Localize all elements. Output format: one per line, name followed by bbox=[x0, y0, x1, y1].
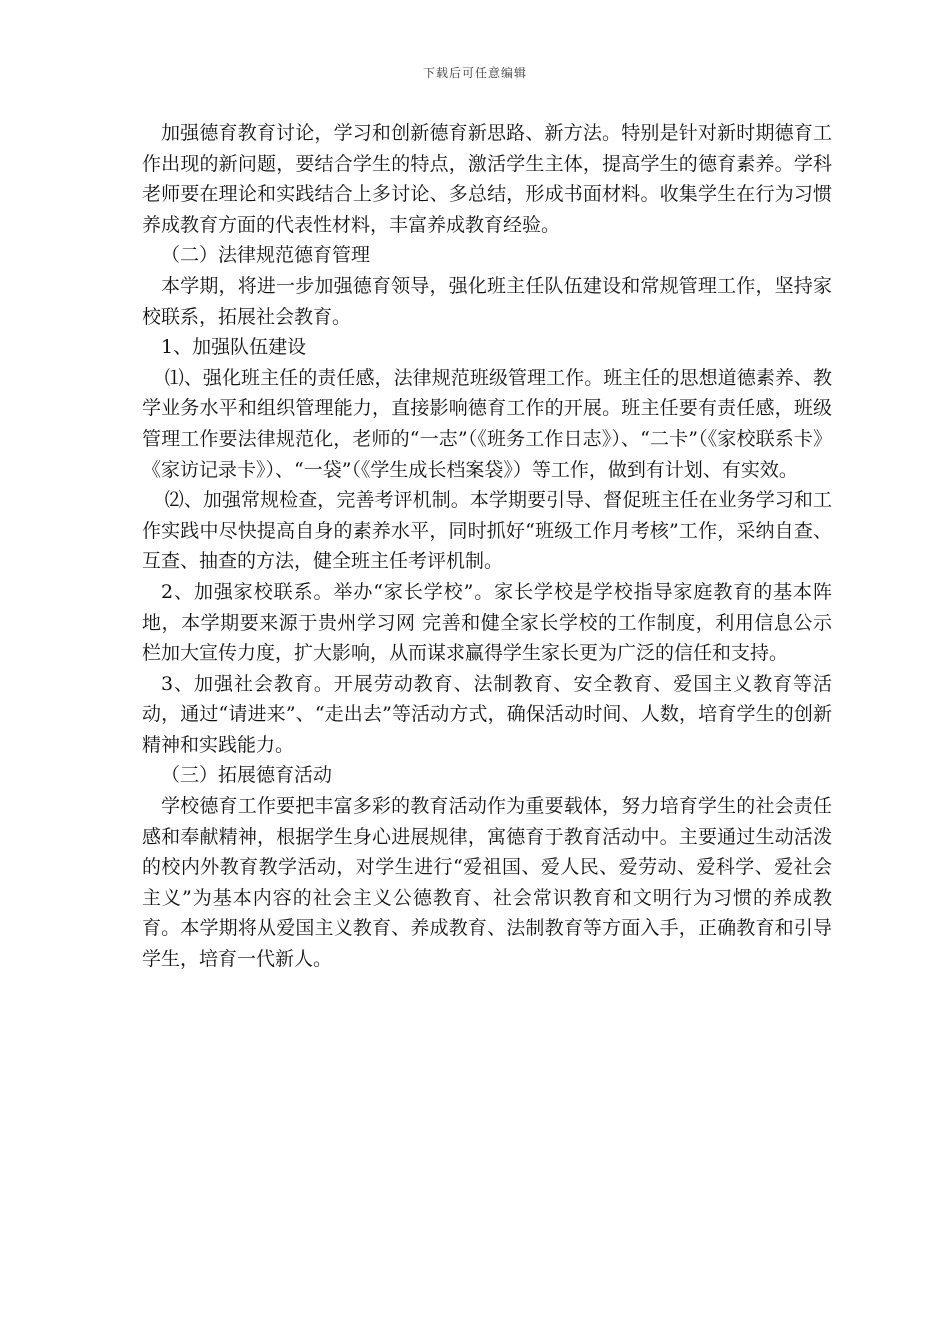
paragraph-semester-plan: 本学期，将进一步加强德育领导，强化班主任队伍建设和常规管理工作，坚持家校联系，拓展社会教育。 bbox=[142, 274, 832, 328]
paragraph-social-education: 3、加强社会教育。开展劳动教育、法制教育、安全教育、爱国主义教育等活动，通过“请进来”、“走出去”等活动方式，确保活动时间、人数，培育学生的创新精神和实践能力。 bbox=[142, 672, 832, 756]
section-heading-2: （二）法律规范德育管理 bbox=[161, 244, 371, 267]
page-header: 下载后可任意编辑 bbox=[422, 66, 527, 80]
subheading-team-building: 1、加强队伍建设 bbox=[161, 336, 307, 359]
paragraph-moral-activities: 学校德育工作要把丰富多彩的教育活动作为重要载体，努力培育学生的社会责任感和奉献精神，根据学生身心进展规律，寓德育于教育活动中。主要通过生动活泼的校内外教育教学活动，对学生进行“爱祖国、爱人民、爱劳动、爱科学、爱社会主义”为基本内容的社会主义公德教育、社会常识教育和文明行为习惯的养成教育。本学期将从爱国主义教育、养成教育、法制教育等方面入手，正确教育和引导学生，培育一代新人。 bbox=[142, 795, 832, 971]
paragraph-home-school: 2、加强家校联系。举办“家长学校”。家长学校是学校指导家庭教育的基本阵地，本学期要来源于贵州学习网 完善和健全家长学校的工作制度，利用信息公示栏加大宣传力度，扩大影响，从而谋求赢得学生家长更为广泛的信任和支持。 bbox=[142, 580, 832, 665]
paragraph-routine-inspection: ⑵、加强常规检查，完善考评机制。本学期要引导、督促班主任在业务学习和工作实践中尽快提高自身的素养水平，同时抓好“班级工作月考核”工作，采纳自查、互查、抽查的方法，健全班主任考评机制。 bbox=[142, 489, 832, 573]
paragraph-moral-research: 加强德育教育讨论，学习和创新德育新思路、新方法。特别是针对新时期德育工作出现的新问题，要结合学生的特点，激活学生主体，提高学生的德育素养。学科老师要在理论和实践结合上多讨论、多总结，形成书面材料。收集学生在行为习惯养成教育方面的代表性材料，丰富养成教育经验。 bbox=[142, 122, 832, 236]
document-body bbox=[142, 118, 832, 975]
section-heading-3: （三）拓展德育活动 bbox=[161, 764, 333, 787]
paragraph-teacher-responsibility: ⑴、强化班主任的责任感，法律规范班级管理工作。班主任的思想道德素养、教学业务水平和组织管理能力，直接影响德育工作的开展。班主任要有责任感，班级管理工作要法律规范化，老师的“一志”（《班务工作日志》）、“二卡”（《家校联系卡》《家访记录卡》）、“一袋”（《学生成长档案袋》）等工作，做到有计划、有实效。 bbox=[142, 366, 832, 481]
